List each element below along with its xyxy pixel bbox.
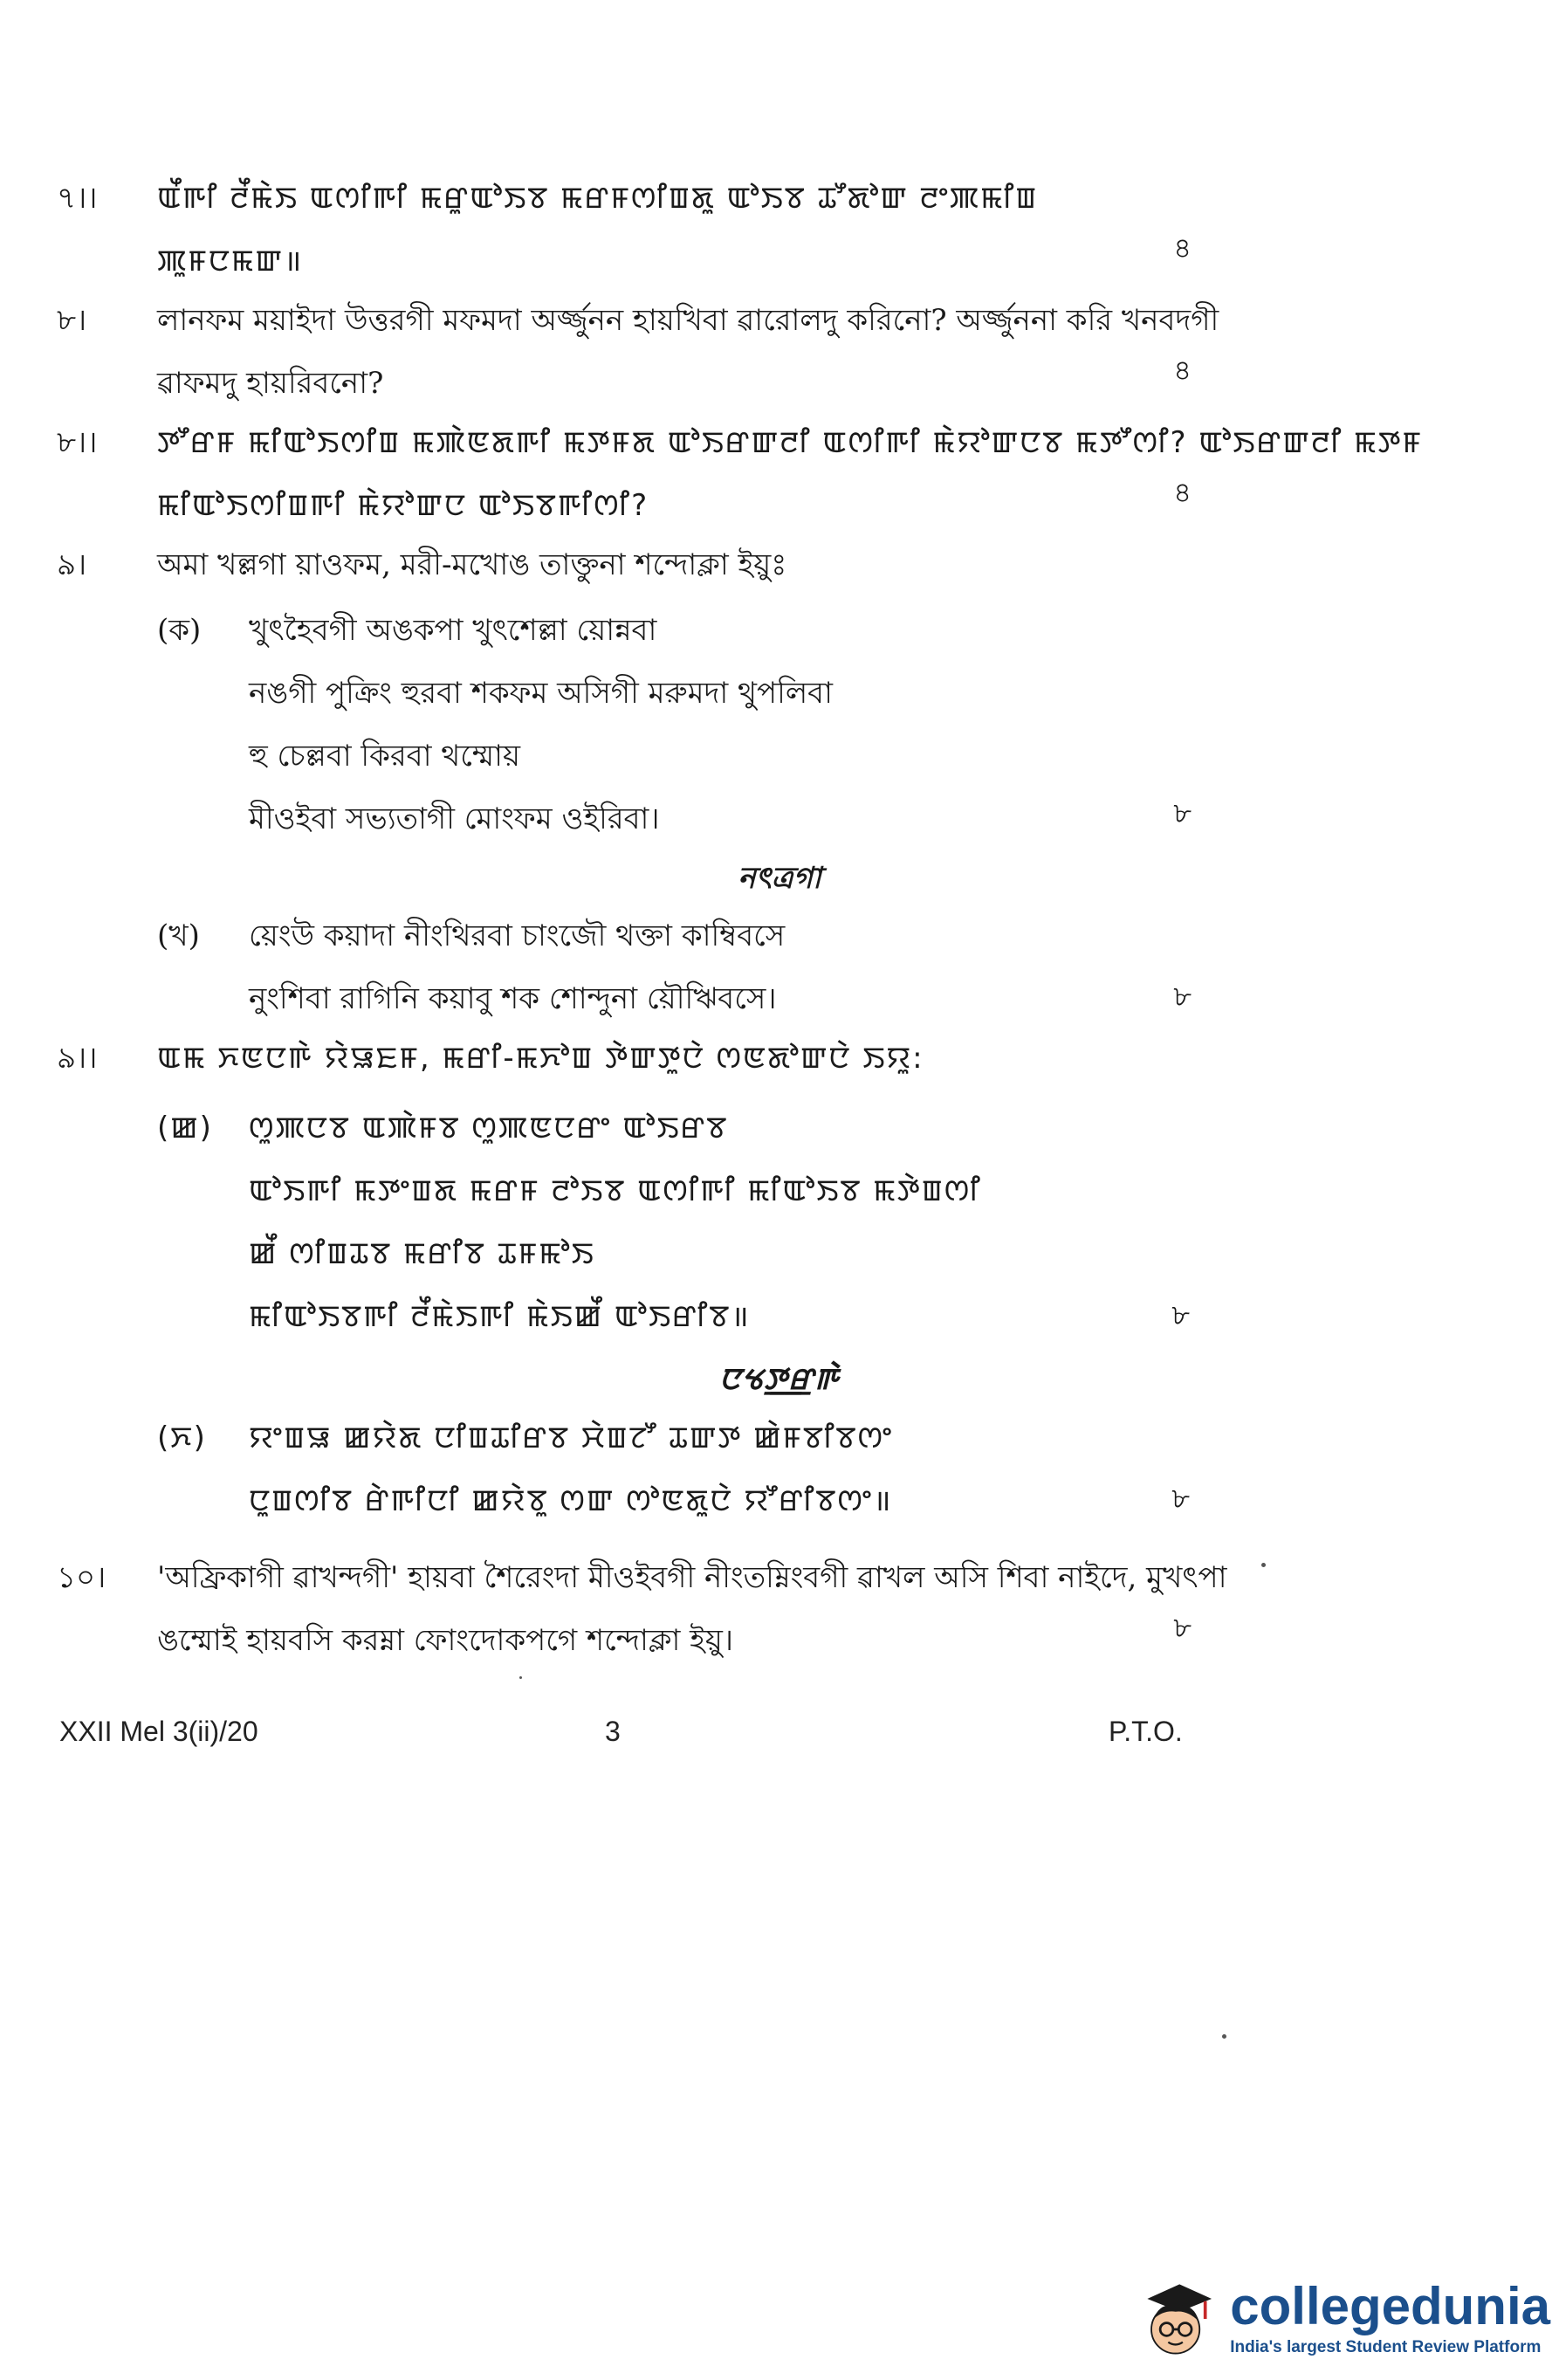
paper-code: XXII Mel 3(ii)/20 <box>59 1716 258 1747</box>
question-number: ৯।। <box>57 1041 98 1076</box>
logo-name: collegedunia <box>1230 2277 1550 2335</box>
question-9a <box>157 611 1192 838</box>
question-text <box>157 301 1219 427</box>
question-7 <box>57 179 1192 279</box>
poem-line: য়েংউ কয়াদা নীংথিরবা চাংজৌ থক্তা কাম্বিবসে <box>249 918 786 953</box>
marks: ৪ <box>1173 476 1192 509</box>
question-9a-meitei <box>157 1109 1192 1336</box>
sub-label: (ꯈ) <box>157 1420 207 1455</box>
question-9-meitei <box>57 1039 1192 1083</box>
question-number: ৭।। <box>57 181 98 216</box>
question-line: ৱাফমদু হায়রিবনো? <box>157 365 384 401</box>
question-number: ১০। <box>57 1560 106 1595</box>
poem-text <box>249 1109 1192 1360</box>
or-heading: নৎত্ৰগা <box>738 861 821 896</box>
sub-label: (খ) <box>157 918 200 953</box>
poem-line: ꯑꯣꯏꯒꯤ ꯃꯇꯦꯡꯗ ꯃꯔꯝ ꯂꯣꯏꯕ ꯑꯁꯤꯒꯤ ꯃꯤꯑꯣꯏꯕ ꯃꯇꯥꯡꯁꯤ <box>249 1173 982 1208</box>
sub-label: (ꯀ) <box>157 1111 213 1145</box>
poem-text <box>249 917 1192 1042</box>
logo-tagline: India's largest Student Review Platform <box>1230 2338 1542 2356</box>
poem-line: নঙগী পুক্রিং হুরবা শকফম অসিগী মরুমদা থুপলিবা <box>249 675 833 711</box>
page-number: 3 <box>605 1716 621 1747</box>
question-9 <box>57 546 1192 589</box>
marks: ৮ <box>1173 980 1192 1013</box>
question-line: লানফম ময়াইদা উত্তরগী মফমদা অর্জ্জুনন হায়খিবা ৱারোলদু করিনো? অর্জ্জুননা করি খনবদগী <box>157 303 1219 338</box>
poem-text <box>249 611 1192 863</box>
sub-label: (ক) <box>157 613 202 648</box>
question-number: ৯। <box>57 547 87 582</box>
poem-line: ꯃꯤꯑꯣꯏꯕꯒꯤ ꯂꯩꯃꯥꯏꯒꯤ ꯃꯥꯏꯀꯩ ꯑꯣꯏꯔꯤꯕ॥ <box>249 1298 751 1334</box>
question-text <box>157 546 1192 609</box>
poem-line: হু চেল্লবা কিরবা থম্মোয় <box>249 738 521 774</box>
poem-line: ꯅꯨꯡꯁꯤꯕ ꯔꯥꯒꯤꯅꯤ ꯀꯌꯥꯕꯨ ꯁꯛ ꯁꯣꯟꯗꯨꯅꯥ ꯌꯧꯔꯤꯕꯁꯦ॥ <box>249 1482 893 1518</box>
question-9b-meitei <box>157 1419 1192 1524</box>
question-line: ꯑꯃ ꯈꯟꯅꯒꯥ ꯌꯥꯎꯐꯝ, ꯃꯔꯤ-ꯃꯈꯣꯡ ꯇꯥꯛꯇꯨꯅꯥ ꯁꯟꯗꯣꯛꯅꯥ ꯏꯌꯨ: <box>157 1041 924 1076</box>
question-line: ꯄꯨꯝꯅꯃꯛ॥ <box>157 243 304 279</box>
question-9b <box>157 917 1192 1021</box>
question-text <box>157 1039 1192 1102</box>
question-text <box>157 179 1192 305</box>
question-line: 'অফ্রিকাগী ৱাখন্দগী' হায়বা শৈরেংদা মীওইবগী নীংতম্নিংবগী ৱাখল অসি শিবা নাইদে, মুখৎপা <box>157 1560 1227 1595</box>
marks: ৮ <box>1171 1298 1192 1331</box>
question-line: ꯃꯤꯑꯣꯏꯁꯤꯡꯒꯤ ꯃꯥꯌꯣꯛꯅ ꯑꯣꯏꯕꯒꯤꯁꯤ? <box>157 487 649 523</box>
question-text <box>157 1558 1227 1684</box>
question-10 <box>57 1558 1227 1658</box>
pto-label: P.T.O. <box>1109 1716 1183 1747</box>
poem-line: খুৎহৈবগী অঙকপা খুৎশেল্লা য়োন্নবা <box>249 613 657 648</box>
question-line: ꯇꯧꯔꯝ ꯃꯤꯑꯣꯏꯁꯤꯡ ꯃꯄꯥꯟꯗꯒꯤ ꯃꯇꯝꯗ ꯑꯣꯏꯔꯛꯂꯤ ꯑꯁꯤꯒꯤ ꯃꯥꯌꯣꯛꯅꯕ ꯃꯇꯧꯁꯤ? ꯑꯣꯏꯔꯛꯂꯤ ꯃꯇꯝ <box>157 425 1423 460</box>
marks: ৮ <box>1173 796 1192 829</box>
student-mascot-icon <box>1131 2271 1219 2367</box>
question-line: ꯑꯩꯒꯤ ꯂꯩꯃꯥꯏ ꯑꯁꯤꯒꯤ ꯃꯔꯨꯑꯣꯏꯕ ꯃꯔꯝꯁꯤꯡꯗꯨ ꯑꯣꯏꯕ ꯊꯧꯗꯣꯛ ꯂꯦꯄꯃꯤꯡ <box>157 181 1039 216</box>
marks: ৪ <box>1173 354 1192 387</box>
question-line: ঙম্মোই হায়বসি করম্না ফোংদোকপগে শন্দোক্লা ইয়ু। <box>157 1622 734 1658</box>
question-number: ৮। <box>57 303 87 338</box>
collegedunia-logo <box>1131 2267 1550 2371</box>
or-heading-meitei: ꯅꯠꯇ꯭ꯔꯒꯥ <box>719 1362 840 1397</box>
question-line: অমা খল্লগা য়াওফম, মরী-মখোঙ তাক্তুনা শন্দোক্লা ইয়ুঃ <box>157 547 787 582</box>
poem-text <box>249 1419 1192 1544</box>
question-8 <box>57 301 1219 401</box>
scan-speck <box>519 1676 522 1679</box>
question-text <box>157 423 1423 549</box>
poem-line: নুংশিবা রাগিনি কয়াবু শক শোন্দুনা য়ৌঋিবসে। <box>249 980 777 1016</box>
poem-line: মীওইবা সভ্যতাগী মোংফম ওইরিবা। <box>249 801 660 836</box>
marks: ৮ <box>1171 1482 1192 1515</box>
marks: ৪ <box>1173 231 1192 265</box>
poem-line: ꯁꯨꯄꯅꯕ ꯑꯄꯥꯝꯕ ꯁꯨꯄꯟꯅꯔꯦ ꯑꯣꯏꯔꯕ <box>249 1111 729 1145</box>
question-number: ৮।। <box>57 425 98 460</box>
marks: ৮ <box>1173 1611 1192 1644</box>
poem-line: ꯌꯦꯡꯎ ꯀꯌꯥꯗ ꯅꯤꯡꯊꯤꯔꯕ ꯆꯥꯡꯖꯧ ꯊꯛꯇ ꯀꯥꯝꯕꯤꯕꯁꯦ <box>249 1420 894 1455</box>
poem-line: ꯀꯩ ꯁꯤꯡꯊꯕ ꯃꯔꯤꯕ ꯊꯝꯃꯣꯏ <box>249 1235 595 1271</box>
scan-speck <box>1222 2034 1226 2039</box>
question-8-meitei <box>57 423 1423 523</box>
scan-speck <box>1261 1563 1266 1567</box>
